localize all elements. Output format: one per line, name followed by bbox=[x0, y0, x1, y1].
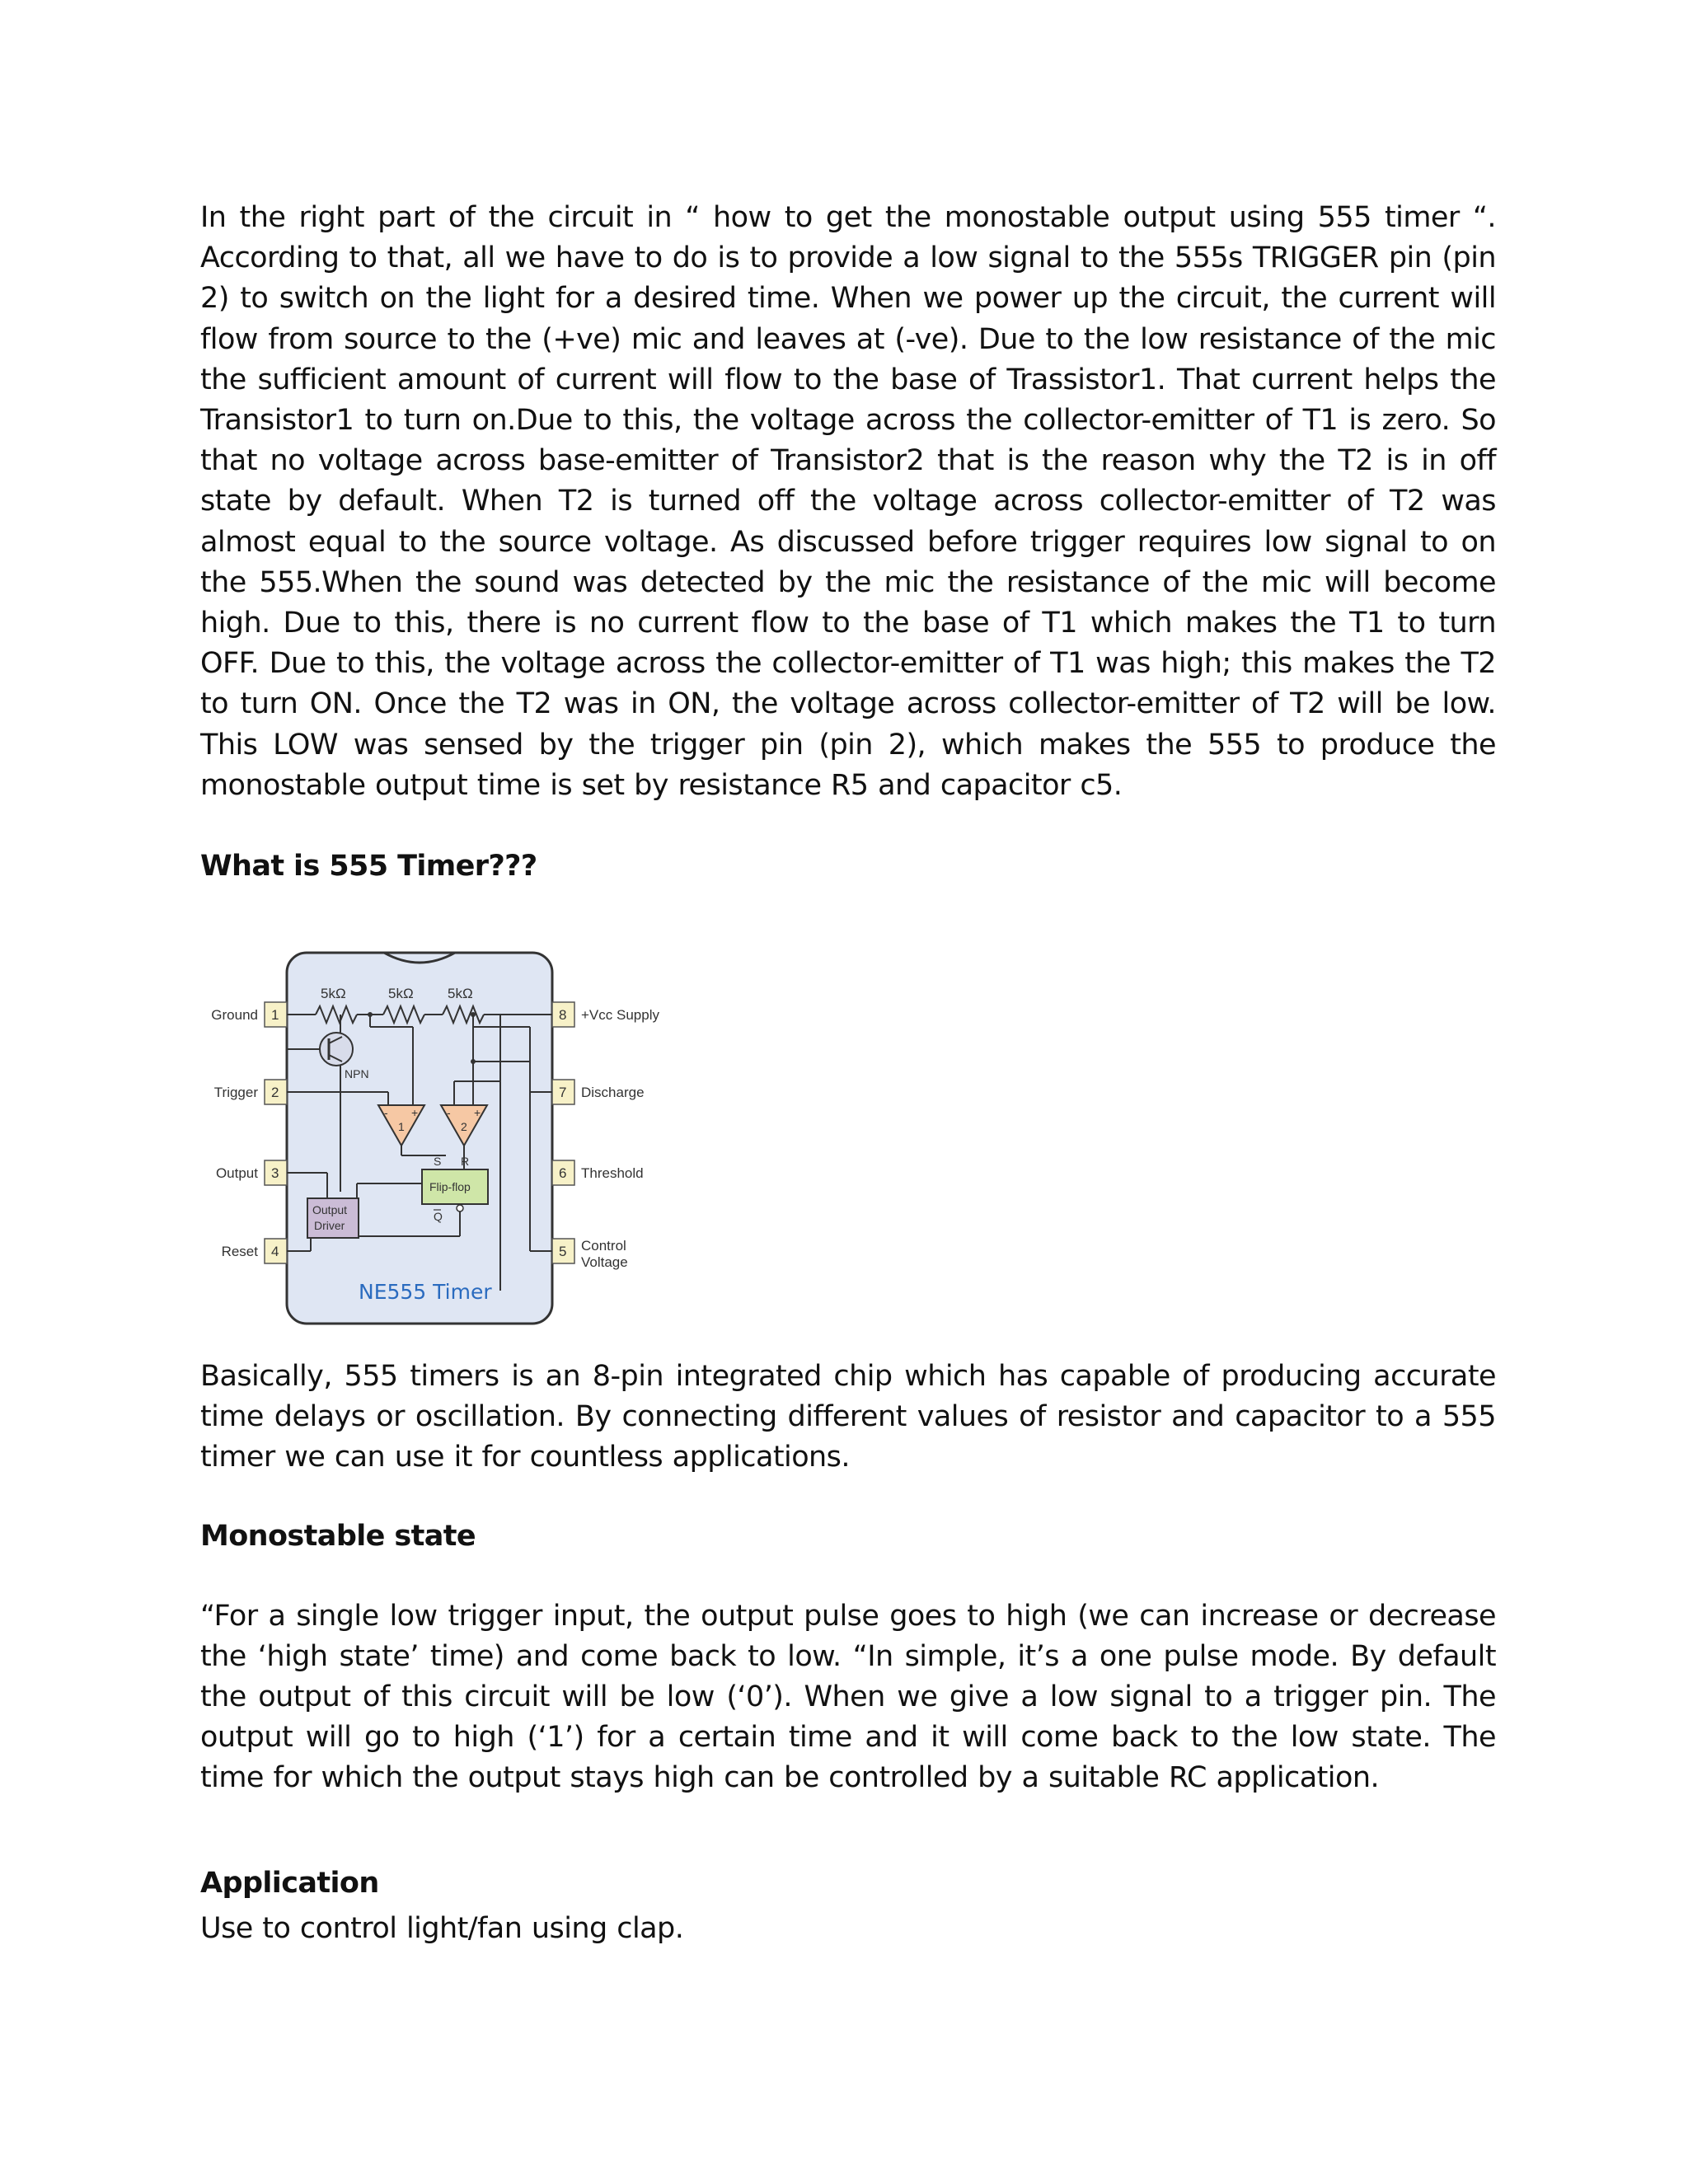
document-page bbox=[200, 198, 1496, 1949]
pin-8-label: +Vcc Supply bbox=[581, 1007, 659, 1024]
npn-transistor bbox=[320, 1033, 353, 1066]
paragraph-application: Use to control light/fan using clap. bbox=[200, 1911, 684, 1945]
qbar-label: Q bbox=[434, 1210, 443, 1224]
pin-5-label-line1: Control bbox=[581, 1238, 626, 1254]
resistor-1-label: 5kΩ bbox=[321, 986, 346, 1002]
qbar-bubble bbox=[457, 1205, 463, 1212]
comparator-1-label: 1 bbox=[398, 1120, 405, 1134]
pin-7-num: 7 bbox=[559, 1085, 567, 1101]
pin-2-num: 2 bbox=[271, 1085, 279, 1101]
heading-what-is-555: What is 555 Timer??? bbox=[200, 850, 537, 883]
diagram-title: NE555 Timer bbox=[359, 1280, 492, 1305]
pin-2-label: Trigger bbox=[213, 1085, 258, 1101]
npn-label: NPN bbox=[345, 1067, 369, 1081]
heading-application: Application bbox=[200, 1866, 379, 1900]
ne555-block-diagram bbox=[200, 936, 695, 1332]
pin-4-num: 4 bbox=[271, 1244, 279, 1260]
paragraph-monostable-explanation: “For a single low trigger input, the output pulse goes to high (we can increase or decrease the ‘high state’ time) and come back to low. “In simple, it’s a one pulse mode. By default the output of this circuit will be low (‘0’). When we give a low signal to a trigger pin. The output will go to high (‘1’) for a certain time and it will come back to the low state. The time for which the output stays high can be controlled by a suitable RC application. bbox=[200, 1599, 1496, 1795]
paragraph-circuit-explanation: In the right part of the circuit in “ how to get the monostable output using 555 timer “. According to that, all we have to do is to provide a low signal to the 555s TRIGGER pin (pin 2) to switch on the light for a desired time. When we power up the circuit, the current will flow from source to the (+ve) mic and leaves at (-ve). Due to the low resistance of the mic the sufficient amount of current will flow to the base of Trassistor1. That current helps the Transistor1 to turn on.Due to this, the voltage across the collector-emitter of T1 is zero. So that no voltage across base-emitter of Transistor2 that is the reason why the T2 is in off state by default. When T2 is turned off the voltage across collector-emitter of T2 was almost equal to the source voltage. As discussed before trigger requires low signal to on the 555.When the sound was detected by the mic the resistance of the mic will become high. Due to this, there is no current flow to the base of T1 which makes the T1 to turn OFF. Due to this, the voltage across the collector-emitter of T1 was high; this makes the T2 to turn ON. Once the T2 was in ON, the voltage across collector-emitter of T2 will be low. This LOW was sensed by the trigger pin (pin 2), which makes the 555 to produce the monostable output time is set by resistance R5 and capacitor c5. bbox=[200, 201, 1496, 802]
resistor-2-label: 5kΩ bbox=[388, 986, 414, 1002]
output-driver-label-line2: Driver bbox=[314, 1219, 345, 1233]
flipflop-s-label: S bbox=[434, 1155, 442, 1169]
pin-5-label-line2: Voltage bbox=[581, 1254, 628, 1271]
flipflop-r-label: R bbox=[461, 1155, 470, 1169]
pin-5-num: 5 bbox=[559, 1244, 567, 1260]
comparator-2-label: 2 bbox=[461, 1120, 467, 1134]
pin-3-label: Output bbox=[215, 1165, 258, 1182]
comparator-2-minus: - bbox=[447, 1106, 451, 1120]
paragraph-555-basics: Basically, 555 timers is an 8-pin integrated chip which has capable of producing accurate time delays or oscillation. By connecting different values of resistor and capacitor to a 555 timer we can use it for countless applications. bbox=[200, 1360, 1496, 1474]
flipflop-label: Flip-flop bbox=[429, 1180, 471, 1194]
pin-4-label: Reset bbox=[221, 1244, 258, 1260]
pin-6-num: 6 bbox=[559, 1165, 567, 1182]
comparator-1-minus: - bbox=[384, 1106, 388, 1120]
pin-1-num: 1 bbox=[271, 1007, 279, 1024]
pin-1-label: Ground bbox=[211, 1007, 258, 1024]
pin-7-label: Discharge bbox=[581, 1085, 645, 1101]
output-driver-label-line1: Output bbox=[312, 1203, 348, 1217]
pin-8-num: 8 bbox=[559, 1007, 567, 1024]
heading-monostable-state: Monostable state bbox=[200, 1519, 476, 1553]
pin-6-label: Threshold bbox=[581, 1165, 644, 1182]
right-pins bbox=[552, 1002, 659, 1270]
left-pins bbox=[211, 1002, 287, 1263]
pin-3-num: 3 bbox=[271, 1165, 279, 1182]
comparator-1-plus: + bbox=[411, 1106, 419, 1120]
comparator-2-plus: + bbox=[474, 1106, 481, 1120]
resistor-3-label: 5kΩ bbox=[448, 986, 473, 1002]
chip-body bbox=[287, 953, 552, 1324]
